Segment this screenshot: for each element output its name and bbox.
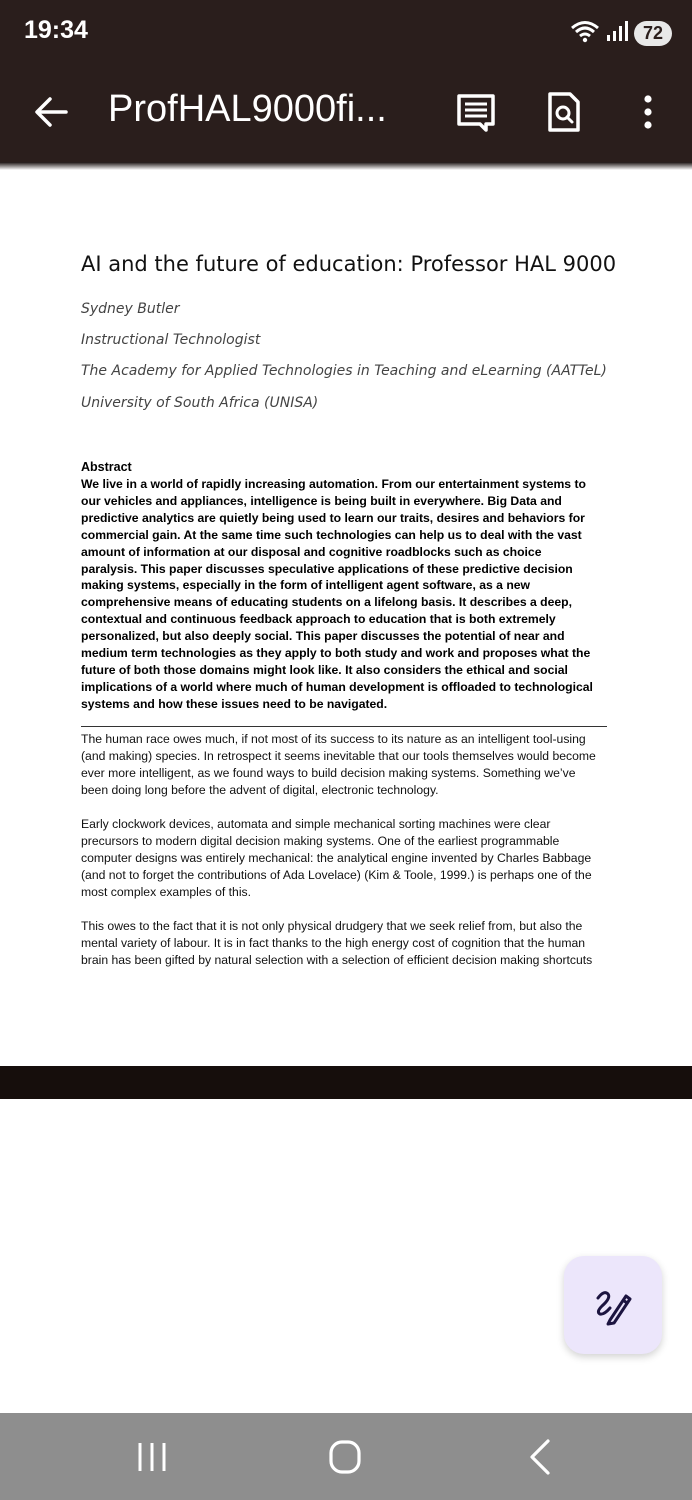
paper-title: AI and the future of education: Professor HAL 9000 — [81, 252, 617, 276]
body-line: most complex examples of this. — [81, 884, 252, 899]
status-icons — [570, 19, 672, 48]
back-arrow-icon[interactable] — [30, 90, 74, 134]
body-line: The human race owes much, if not most of its success to its nature as an intelligent tool-using — [81, 732, 586, 746]
abstract-line: contextual and continuous feedback approach to education that is both extremely — [81, 612, 556, 627]
body-line: This owes to the fact that it is not only physical drudgery that we seek relief from, but also the — [81, 919, 583, 933]
abstract-line: implications of a world where much of human development is offloaded to technological — [81, 679, 593, 694]
body-line: computer designs was entirely mechanical: the analytical engine invented by Charles Babbage — [81, 850, 592, 865]
comment-icon[interactable] — [454, 90, 498, 134]
body-line: (and making) species. In retrospect it seems inevitable that our tools themselves would become — [81, 748, 596, 763]
body-line: mental variety of labour. It is in fact thanks to the high energy cost of cognition that the human — [81, 935, 586, 950]
wifi-icon — [570, 19, 600, 48]
abstract-line: We live in a world of rapidly increasing automation. From our entertainment systems to — [81, 477, 586, 491]
signal-icon — [606, 20, 628, 47]
section-divider — [81, 726, 607, 727]
author-name: Sydney Butler — [81, 301, 180, 317]
abstract-line: amount of information at our disposal and cognitive roadblocks such as choice — [81, 544, 542, 559]
abstract-line: medium term technologies as they apply to both study and work and proposes what the — [81, 646, 591, 661]
abstract-line: future of both those domains might look like. It also considers the ethical and social — [81, 662, 568, 677]
recents-icon[interactable] — [128, 1433, 178, 1481]
more-vert-icon[interactable] — [626, 90, 670, 134]
page-separator — [0, 1066, 692, 1099]
abstract-line: personalized, but also deeply social. This paper discusses the potential of near and — [81, 629, 565, 644]
abstract-line: our vehicles and appliances, intelligence is being built in everywhere. Big Data and — [81, 493, 562, 508]
edit-draw-icon — [592, 1284, 634, 1326]
body-paragraph — [81, 918, 611, 969]
edit-fab-button[interactable] — [564, 1256, 662, 1354]
body-line: ever more intelligent, as we found ways to build decision making systems. Something we’ve — [81, 765, 576, 780]
body-line: brain has been gifted by natural selection with a selection of efficient decision making shortcuts — [81, 952, 593, 967]
body-line: (and not to forget the contributions of Ada Lovelace) (Kim & Toole, 1999.) is perhaps one of the — [81, 867, 592, 882]
app-bar-shadow — [0, 162, 692, 170]
home-icon[interactable] — [320, 1433, 370, 1481]
abstract-line: paralysis. This paper discusses speculative applications of these predictive decision — [81, 561, 573, 576]
abstract-line: comprehensive means of educating students on a lifelong basis. It describes a deep, — [81, 595, 573, 610]
body-line: been doing long before the advent of digital, electronic technology. — [81, 782, 439, 797]
status-time: 19:34 — [24, 16, 88, 44]
system-nav-bar — [0, 1413, 692, 1500]
author-university: University of South Africa (UNISA) — [81, 395, 319, 411]
battery-icon: 72 — [634, 21, 672, 46]
author-role: Instructional Technologist — [81, 332, 261, 348]
abstract-body — [81, 476, 609, 713]
body-paragraph — [81, 731, 611, 799]
author-institution: The Academy for Applied Technologies in Teaching and eLearning (AATTeL) — [81, 363, 607, 379]
status-bar — [0, 0, 692, 66]
document-page[interactable] — [0, 170, 692, 1066]
find-in-page-icon[interactable] — [542, 90, 586, 134]
back-icon[interactable] — [516, 1433, 566, 1481]
body-paragraph — [81, 816, 611, 901]
abstract-line: commercial gain. At the same time such technologies can help us to deal with the vast — [81, 527, 582, 542]
abstract-line: systems and how these issues need to be navigated. — [81, 696, 388, 711]
document-title: ProfHAL9000fi... — [108, 88, 387, 130]
app-bar — [0, 66, 692, 162]
abstract-line: making systems, especially in the form of intelligent agent software, as a new — [81, 578, 531, 593]
body-line: Early clockwork devices, automata and simple mechanical sorting machines were clear — [81, 817, 551, 831]
body-line: precursors to modern digital decision making systems. One of the earliest programmable — [81, 833, 560, 848]
abstract-line: predictive analytics are quietly being used to learn our traits, desires and behaviors for — [81, 510, 585, 525]
abstract-heading: Abstract — [81, 460, 132, 474]
